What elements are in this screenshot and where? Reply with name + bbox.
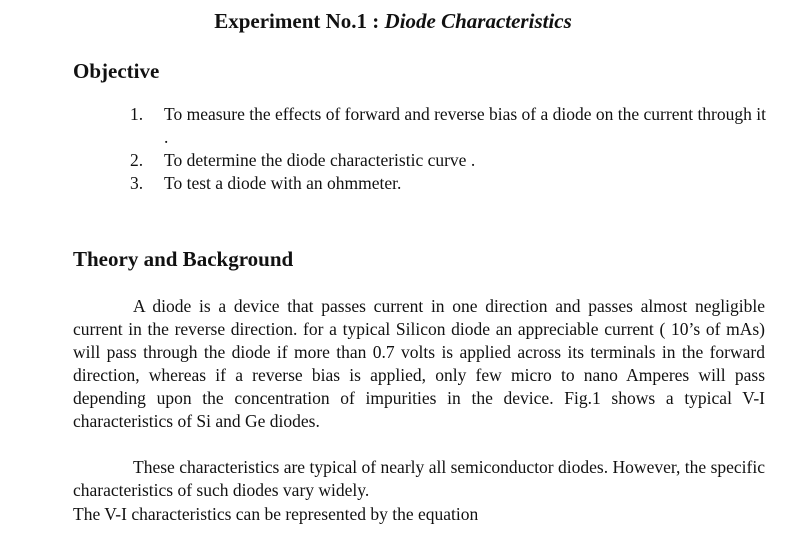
objective-item — [130, 103, 766, 149]
objective-item-number: 1. — [130, 104, 144, 124]
title-italic: Diode Characteristics — [384, 9, 572, 33]
objective-item-number: 3. — [130, 173, 144, 193]
objective-item-number: 2. — [130, 150, 144, 170]
theory-paragraph-1: A diode is a device that passes current in one direction and passes almost negligible current in the reverse direction. for a typical Silicon diode an appreciable current ( 10’s of mAs) will pass through the diode if more than 0.7 volts is applied across its terminals in the forward direction, whereas if a reverse bias is applied, only few micro to nano Amperes will pass depending upon the concentration of impurities in the device. Fig.1 shows a typical V-I characteristics of Si and Ge diodes. — [73, 296, 765, 431]
theory-paragraph-2: These characteristics are typical of nearly all semiconductor diodes. However, the specific characteristics of such diodes vary widely. — [73, 457, 765, 500]
objective-item-text: To measure the effects of forward and reverse bias of a diode on the current through it . — [164, 104, 766, 147]
page-title — [0, 8, 786, 34]
objective-item-text: To determine the diode characteristic curve . — [164, 150, 476, 170]
theory-paragraph-3: The V-I characteristics can be represented by the equation — [73, 504, 479, 524]
theory-heading: Theory and Background — [73, 247, 294, 271]
objective-item — [130, 172, 766, 195]
title-prefix: Experiment No.1 : — [214, 9, 385, 33]
objective-heading: Objective — [73, 59, 160, 83]
objective-item — [130, 149, 766, 172]
objective-item-text: To test a diode with an ohmmeter. — [164, 173, 402, 193]
objective-list — [130, 103, 766, 195]
